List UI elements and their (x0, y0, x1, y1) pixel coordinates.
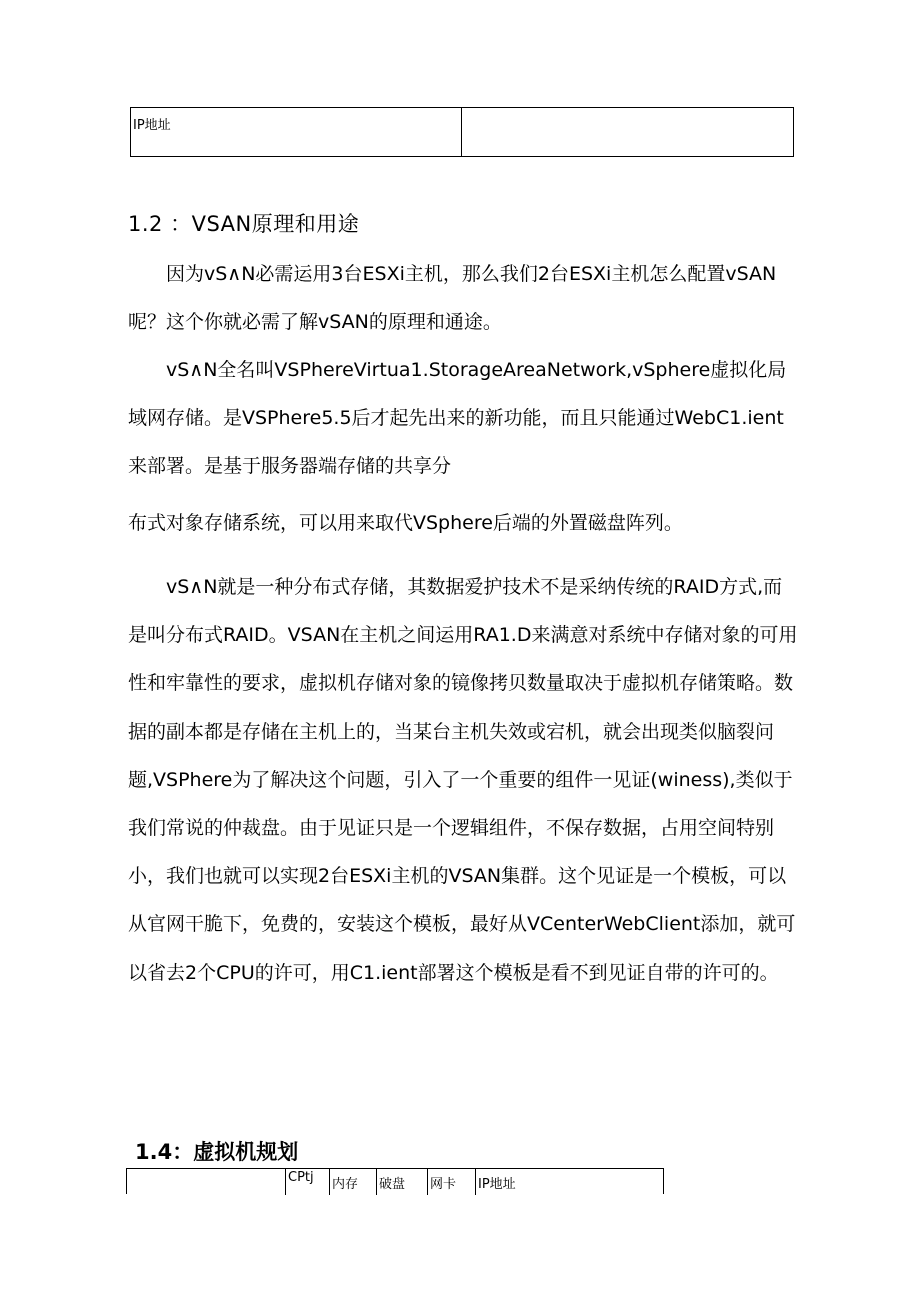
section-heading-1-2: 1.2 ：VSAN原理和用途 (128, 212, 360, 236)
paragraph: 因为vS∧N必需运用3台ESXi主机，那么我们2台ESXi主机怎么配置vSAN呢？这个你就必需了解vSAN的原理和通途。 (128, 263, 777, 334)
table-header-disk: 破盘 (376, 1169, 427, 1195)
top-table-cell-value (462, 108, 793, 156)
section-heading-1-4: 1.4：虚拟机规划 (135, 1140, 299, 1164)
top-table-cell-label: IP地址 (131, 108, 462, 156)
paragraph: vS∧N就是一种分布式存储，其数据爱护技术不是采纳传统的RAID方式,而是叫分布式RAID。VSAN在主机之间运用RA1.D来满意对系统中存储对象的可用性和牢靠性的要求，虚拟机存储对象的镜像拷贝数量取决于虚拟机存储策略。数据的副本都是存储在主机上的，当某台主机失效或宕机，就会出现类似脑裂问题,VSPhere为了解决这个问题，引入了一个重要的组件一见证(winess),类似于我们常说的仲裁盘。由于见证只是一个逻辑组件，不保存数据，占用空间特别小，我们也就可以实现2台ESXi主机的VSAN集群。这个见证是一个模板，可以从官网干脆下，免费的，安装这个模板，最好从VCenterWebClient添加，就可以省去2个CPU的许可，用C1.ient部署这个模板是看不到见证自带的许可的。 (128, 576, 798, 984)
paragraph: vS∧N全名叫VSPhereVirtua1.StorageAreaNetwork,vSphere虚拟化局域网存储。是VSPhere5.5后才起先出来的新功能，而且只能通过WebC1.ient来部署。是基于服务器端存储的共享分 (128, 359, 787, 478)
top-table (130, 107, 794, 157)
paragraph: 布式对象存储系统，可以用来取代VSphere后端的外置磁盘阵列。 (128, 512, 683, 534)
table-header-memory: 内存 (329, 1169, 376, 1195)
table-header-ip: IP地址 (475, 1169, 663, 1195)
vm-plan-table-header (126, 1168, 664, 1194)
table-header-cpu: CPtj (285, 1169, 329, 1195)
table-header-nic: 网卡 (427, 1169, 475, 1195)
table-header-cell (127, 1169, 285, 1195)
